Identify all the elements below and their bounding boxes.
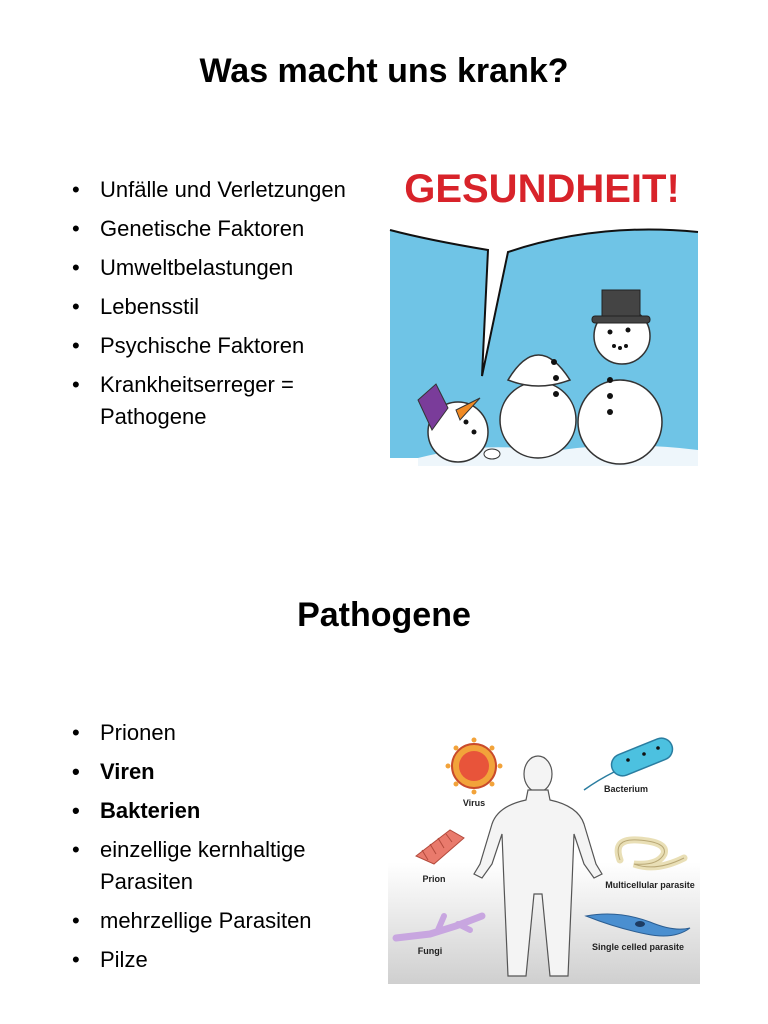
list-item: • mehrzellige Parasiten [72, 905, 372, 937]
speech-text: GESUNDHEIT! [404, 167, 680, 211]
slide-title: Was macht uns krank? [199, 52, 569, 90]
list-item: • Umweltbelastungen [72, 252, 372, 284]
snowmen-cartoon-icon [388, 140, 700, 466]
bullet-list [72, 717, 372, 983]
list-item: • Prionen [72, 717, 372, 749]
slide-title: Pathogene [297, 596, 471, 634]
svg-text:Bacterium: Bacterium [603, 784, 649, 794]
svg-text:Single celled parasite: Single celled parasite [591, 942, 685, 952]
list-item: • Viren [72, 756, 372, 788]
slide-pathogene [0, 512, 768, 1024]
svg-text:Fungi: Fungi [417, 946, 443, 956]
list-item: • Lebensstil [72, 291, 372, 323]
list-item: • einzellige kernhaltige Parasiten [72, 834, 372, 898]
list-item: • Pilze [72, 944, 372, 976]
list-item: • Krankheitserreger = Pathogene [72, 369, 372, 433]
svg-text:Multicellular parasite: Multicellular parasite [605, 880, 695, 890]
list-item: • Bakterien [72, 795, 372, 827]
pathogens-diagram [388, 714, 700, 984]
svg-text:Virus: Virus [462, 798, 486, 808]
svg-text:Prion: Prion [422, 874, 446, 884]
list-item: • Unfälle und Verletzungen [72, 174, 372, 206]
list-item: • Genetische Faktoren [72, 213, 372, 245]
bullet-list [72, 174, 372, 440]
list-item: • Psychische Faktoren [72, 330, 372, 362]
